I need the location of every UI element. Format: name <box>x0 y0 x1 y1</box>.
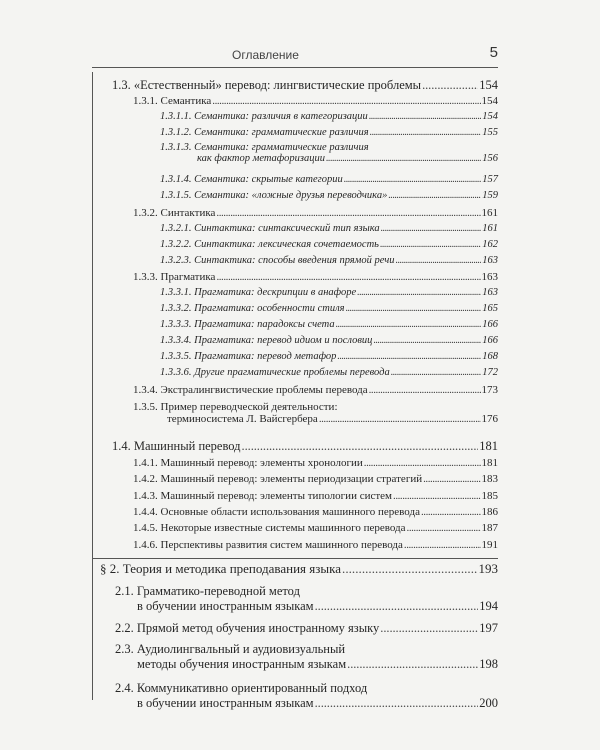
toc-entry-page: 166 <box>482 319 498 330</box>
section-divider <box>92 558 498 559</box>
toc-entry[interactable] <box>160 319 498 330</box>
toc-entry-page: 154 <box>481 95 498 107</box>
toc-entry-title: 1.3.1.5. Семантика: «ложные друзья переводчика» <box>160 190 388 201</box>
toc-entry-page: 200 <box>479 696 498 710</box>
toc-entry-page: 185 <box>481 490 498 502</box>
toc-entry[interactable] <box>160 287 498 298</box>
toc-entry-title: 2.2. Прямой метод обучения иностранному языку <box>115 621 380 635</box>
toc-entry-page: 176 <box>481 413 498 425</box>
toc-entry-page: 155 <box>482 127 498 138</box>
toc-entry[interactable] <box>160 255 498 266</box>
toc-entry-title: 1.3.1.1. Семантика: различия в категоризации <box>160 111 368 122</box>
toc-entry[interactable] <box>160 127 498 138</box>
toc-entry[interactable] <box>160 239 498 250</box>
toc-entry-title: 1.3.1.4. Семантика: скрытые категории <box>160 174 343 185</box>
toc-entry-page: 198 <box>479 657 498 671</box>
toc-entry-title: 1.3.2.2. Синтактика: лексическая сочетаемость <box>160 239 379 250</box>
toc-entry-page: 168 <box>482 351 498 362</box>
toc-entry-title: как фактор метафоризации <box>197 153 325 164</box>
toc-entry[interactable] <box>133 522 498 534</box>
toc-entry-page: 187 <box>481 522 498 534</box>
toc-entry-title: 1.3.2.3. Синтактика: способы введения прямой речи <box>160 255 395 266</box>
toc-entry-page: 159 <box>482 190 498 201</box>
toc-entry-page: 181 <box>481 457 498 469</box>
toc-entry-page: 163 <box>482 287 498 298</box>
toc-entry-title: методы обучения иностранным языкам <box>137 657 347 671</box>
toc-entry-title: 1.3.3.1. Прагматика: дескрипции в анафоре <box>160 287 357 298</box>
toc-entry-page: 154 <box>482 111 498 122</box>
toc-entry-page: 161 <box>481 207 498 219</box>
margin-bar <box>92 72 93 700</box>
toc-entry-title: 1.3.3.6. Другие прагматические проблемы перевода <box>160 367 390 378</box>
toc-entry-title: терминосистема Л. Вайсгербера <box>167 413 318 425</box>
toc-entry-title: 1.3.3.4. Прагматика: перевод идиом и пословиц <box>160 335 373 346</box>
toc-entry-title: 1.4.3. Машинный перевод: элементы типологии систем <box>133 490 393 502</box>
toc-entry-title: 1.4.2. Машинный перевод: элементы периодизации стратегий <box>133 473 423 485</box>
toc-entry-title: 1.3.1. Семантика <box>133 95 212 107</box>
toc-entry-page: 163 <box>481 271 498 283</box>
toc-entry-title: 1.4.5. Некоторые известные системы машинного перевода <box>133 522 406 534</box>
toc-entry[interactable] <box>133 490 498 502</box>
toc-entry-title: в обучении иностранным языкам <box>137 696 314 710</box>
toc-entry-title: 1.3.3.5. Прагматика: перевод метафор <box>160 351 337 362</box>
toc-section[interactable] <box>100 561 498 577</box>
toc-entry-page: 162 <box>482 239 498 250</box>
toc-entry-title: 1.3.3.2. Прагматика: особенности стиля <box>160 303 345 314</box>
toc-entry-page: 154 <box>479 78 498 92</box>
toc-entry-page: 197 <box>479 621 498 635</box>
toc-entry[interactable] <box>133 384 498 396</box>
toc-entry[interactable] <box>133 271 498 283</box>
toc-entry[interactable] <box>133 473 498 485</box>
toc-entry[interactable] <box>160 303 498 314</box>
toc-entry-page: 194 <box>479 599 498 613</box>
toc-entry[interactable] <box>133 207 498 219</box>
toc-entry-page: 191 <box>481 539 498 551</box>
toc-entry[interactable] <box>160 142 498 164</box>
toc-entry-title: 1.3.3. Прагматика <box>133 271 216 283</box>
toc-entry-page: 181 <box>479 439 498 453</box>
toc-entry-page: 161 <box>482 223 498 234</box>
toc-entry-page: 183 <box>481 473 498 485</box>
toc-entry-title: 1.4.6. Перспективы развития систем машинного перевода <box>133 539 403 551</box>
running-title: Оглавление <box>232 48 299 62</box>
toc-entry-page: 186 <box>481 506 498 518</box>
page-number: 5 <box>489 44 498 61</box>
toc-entry-title-line1: 2.3. Аудиолингвальный и аудиовизуальный <box>115 642 346 656</box>
toc-entry-title: 1.3.3.3. Прагматика: парадоксы счета <box>160 319 335 330</box>
toc-entry-title: 1.3.2.1. Синтактика: синтаксический тип языка <box>160 223 380 234</box>
toc-entry[interactable] <box>160 335 498 346</box>
toc-entry[interactable] <box>115 642 498 672</box>
toc-entry-title: 1.3.4. Экстралингвистические проблемы перевода <box>133 384 368 396</box>
toc-entry[interactable] <box>133 457 498 469</box>
toc-entry[interactable] <box>115 584 498 614</box>
toc-entry[interactable] <box>112 78 498 93</box>
toc-entry[interactable] <box>160 223 498 234</box>
toc-entry-title: 1.4. Машинный перевод <box>112 439 241 453</box>
toc-section-title: § 2. Теория и методика преподавания языка <box>100 561 342 576</box>
toc-entry[interactable] <box>133 539 498 551</box>
toc-entry-title-line1: 1.3.5. Пример переводческой деятельности: <box>133 401 338 413</box>
toc-entry-page: 157 <box>482 174 498 185</box>
toc-entry-title-line1: 1.3.1.3. Семантика: грамматические различия <box>160 142 369 153</box>
toc-entry[interactable] <box>160 367 498 378</box>
toc-entry-title-line1: 2.4. Коммуникативно ориентированный подход <box>115 681 368 695</box>
toc-entry-page: 165 <box>482 303 498 314</box>
toc-entry-title: 1.4.1. Машинный перевод: элементы хронологии <box>133 457 363 469</box>
toc-entry[interactable] <box>115 681 498 711</box>
toc-entry-title: в обучении иностранным языкам <box>137 599 314 613</box>
toc-entry[interactable] <box>160 111 498 122</box>
toc-entry-title: 1.3. «Естественный» перевод: лингвистические проблемы <box>112 78 422 92</box>
toc-entry[interactable] <box>160 174 498 185</box>
toc-entry[interactable] <box>133 401 498 425</box>
toc-entry-title: 1.4.4. Основные области использования машинного перевода <box>133 506 420 518</box>
toc-entry[interactable] <box>133 506 498 518</box>
toc-entry[interactable] <box>160 190 498 201</box>
toc-entry[interactable] <box>133 95 498 107</box>
toc-entry-title-line1: 2.1. Грамматико-переводной метод <box>115 584 300 598</box>
toc-entry-title: 1.3.1.2. Семантика: грамматические различия <box>160 127 369 138</box>
toc-section-page: 193 <box>478 561 498 576</box>
page-header <box>92 44 498 66</box>
toc-entry[interactable] <box>160 351 498 362</box>
toc-entry-page: 172 <box>482 367 498 378</box>
toc-entry-page: 166 <box>482 335 498 346</box>
toc-entry-page: 163 <box>482 255 498 266</box>
toc-entry[interactable] <box>112 439 498 454</box>
toc-entry[interactable] <box>115 621 498 636</box>
header-rule <box>92 67 498 68</box>
toc-entry-page: 173 <box>481 384 498 396</box>
toc-entry-page: 156 <box>482 153 498 164</box>
toc-entry-title: 1.3.2. Синтактика <box>133 207 216 219</box>
